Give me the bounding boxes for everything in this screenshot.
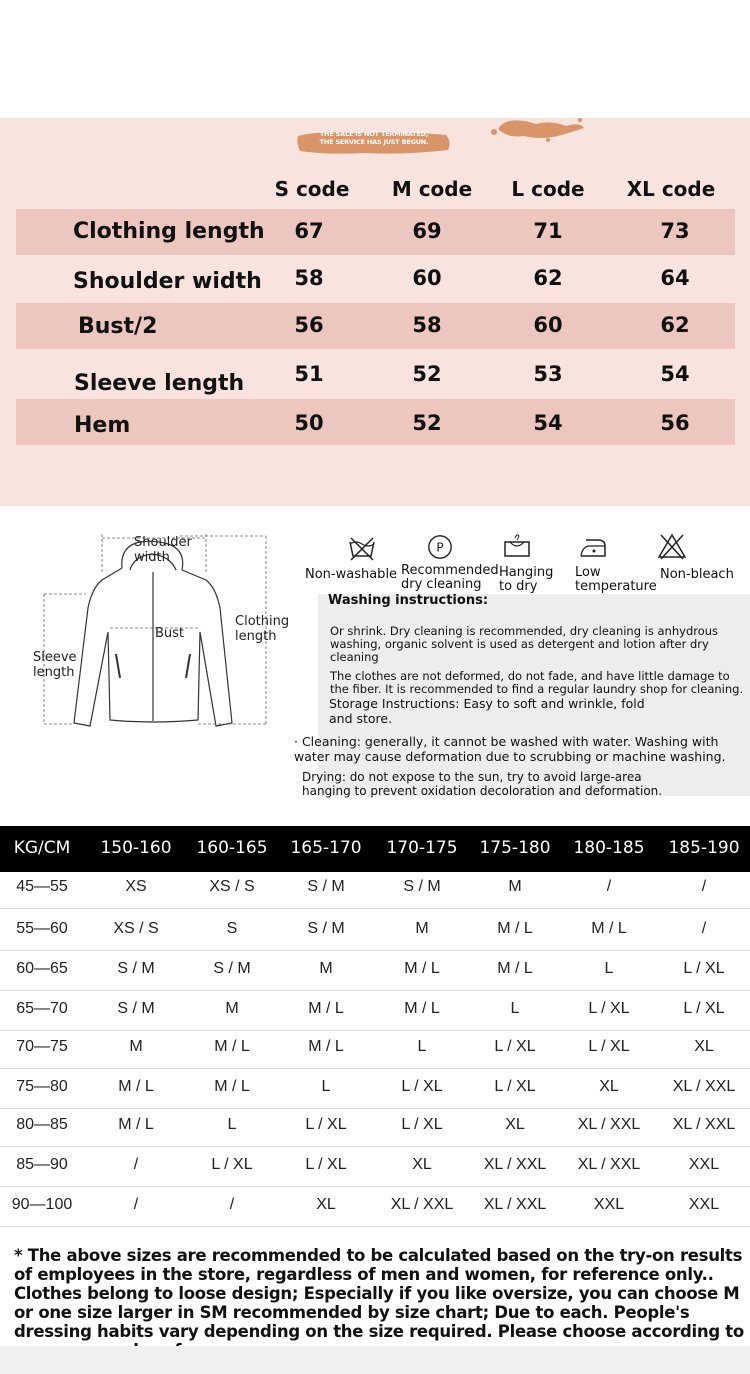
washing-title: Washing instructions: [328, 593, 489, 608]
size-cell: XL / XXL [483, 1156, 547, 1173]
table-header-row [0, 826, 750, 872]
cell: 56 [660, 411, 690, 435]
size-cell: L / XL [588, 1000, 630, 1017]
cell: 71 [533, 219, 563, 243]
cell: 62 [660, 313, 690, 337]
size-cell: L / XL [211, 1156, 253, 1173]
size-cell: M / L [308, 1038, 344, 1055]
size-cell: L / XL [494, 1078, 536, 1095]
size-cell: S / M [117, 960, 155, 977]
size-cell: M / L [497, 920, 533, 937]
header-m-code: M code [391, 177, 473, 201]
weight-range-cell: 60—65 [16, 960, 68, 977]
size-cell: XXL [593, 1196, 625, 1213]
row-label-hem: Hem [74, 413, 131, 438]
weight-range-cell: 70—75 [16, 1038, 68, 1055]
size-cell: M [225, 1000, 239, 1017]
size-cell: M / L [308, 1000, 344, 1017]
cell: 64 [660, 266, 690, 290]
hanging-dry-icon [502, 532, 532, 560]
size-cell: XS / S [209, 878, 255, 895]
cell: 62 [533, 266, 563, 290]
cell: 56 [294, 313, 324, 337]
weight-range-cell: 45—55 [16, 878, 68, 895]
row-label-sleeve-length: Sleeve length [74, 371, 245, 396]
size-cell: M / L [214, 1078, 250, 1095]
cell: 69 [412, 219, 442, 243]
weight-range-cell: 80—85 [16, 1116, 68, 1133]
size-cell: XL / XXL [577, 1116, 641, 1133]
size-cell: L [417, 1038, 427, 1055]
non-bleach-icon [657, 532, 687, 560]
weight-range-cell: 90—100 [11, 1196, 73, 1213]
header-s-code: S code [274, 177, 350, 201]
cell: 60 [412, 266, 442, 290]
size-cell: S / M [307, 920, 345, 937]
cell: 53 [533, 362, 563, 386]
size-cell: L / XL [401, 1116, 443, 1133]
sizing-note: * The above sizes are recommended to be calculated based on the try-on results of employees in the store, regardless of men and women, for reference only.. Clothes belong to loose design; Especially if you like oversize, you can choose M or one size larger in SM recommended by size chart; Due to each. People's dressing habits vary depending on the size required. Please choose according to [14, 1246, 744, 1341]
table-row [0, 1146, 750, 1187]
row-label-shoulder-width: Shoulder width [73, 269, 262, 294]
label-bust: Bust [155, 626, 185, 641]
size-cell: S / M [117, 1000, 155, 1017]
size-cell: M / L [497, 960, 533, 977]
column-header: 160-165 [196, 838, 268, 858]
cell: 58 [412, 313, 442, 337]
label-sleeve-length: Sleeve length [33, 650, 77, 680]
size-cell: XL [599, 1078, 619, 1095]
column-header: 180-185 [573, 838, 645, 858]
size-cell: / [229, 1196, 235, 1213]
cell: 67 [294, 219, 324, 243]
size-cell: L / XL [683, 960, 725, 977]
table-row [0, 1106, 750, 1147]
care-label-hanging-dry: Hanging to dry [499, 565, 554, 594]
garment-care-section [0, 506, 750, 826]
care-label-non-bleach: Non-bleach [660, 567, 734, 582]
size-cell: M [129, 1038, 143, 1055]
cell: 58 [294, 266, 324, 290]
row-label-bust: Bust/2 [78, 314, 158, 339]
svg-text:P: P [436, 540, 444, 555]
size-cell: L / XL [683, 1000, 725, 1017]
size-cell: M [415, 920, 429, 937]
size-cell: / [701, 920, 707, 937]
size-cell: XXL [688, 1196, 720, 1213]
column-header: 175-180 [479, 838, 551, 858]
size-cell: L [510, 1000, 520, 1017]
size-cell: XL [316, 1196, 336, 1213]
size-cell: S / M [403, 878, 441, 895]
row-label-clothing-length: Clothing length [73, 219, 265, 244]
table-row [0, 868, 750, 909]
drying-instructions: Drying: do not expose to the sun, try to avoid large-area hanging to prevent oxidation decoloration and deformation. [302, 770, 663, 798]
size-cell: XS [125, 878, 147, 895]
size-cell: / [606, 878, 612, 895]
header-xl-code: XL code [626, 177, 716, 201]
size-cell: XL / XXL [672, 1116, 736, 1133]
washing-instructions-box [318, 594, 750, 796]
column-header: 165-170 [290, 838, 362, 858]
size-cell: / [133, 1156, 139, 1173]
size-cell: M / L [118, 1116, 154, 1133]
care-label-low-temp-ironing: Low temperature [575, 565, 657, 594]
size-cell: S / M [213, 960, 251, 977]
label-clothing-length: Clothing length [235, 614, 290, 644]
low-temperature-ironing-icon [578, 534, 608, 562]
banner-line-1: THE SALE IS NOT TERMINATED, [319, 130, 429, 138]
washing-paragraph-2: The clothes are not deformed, do not fade, and have little damage to the fiber. It is recommended to find a regular laundry shop for cleaning. [330, 669, 744, 696]
weight-range-cell: 75—80 [16, 1078, 68, 1095]
size-cell: L / XL [494, 1038, 536, 1055]
size-cell: M [319, 960, 333, 977]
size-cell: L [227, 1116, 237, 1133]
storage-instructions: Storage Instructions: Easy to soft and wrinkle, fold and store. [329, 696, 645, 726]
size-cell: XS / S [113, 920, 159, 937]
cell: 73 [660, 219, 690, 243]
size-cell: XL / XXL [672, 1078, 736, 1095]
size-cell: S / M [307, 878, 345, 895]
care-label-dry-cleaning: Recommended dry cleaning [401, 563, 499, 592]
column-header: 150-160 [100, 838, 172, 858]
column-header: KG/CM [13, 838, 71, 858]
cell: 54 [533, 411, 563, 435]
table-row [0, 1028, 750, 1069]
cell: 52 [412, 362, 442, 386]
cell: 52 [412, 411, 442, 435]
header-l-code: L code [511, 177, 585, 201]
dry-cleaning-icon [425, 533, 455, 561]
size-cell: XL [505, 1116, 525, 1133]
size-cell: L / XL [305, 1156, 347, 1173]
size-cell: / [133, 1196, 139, 1213]
size-cell: XXL [688, 1156, 720, 1173]
weight-range-cell: 65—70 [16, 1000, 68, 1017]
size-cell: L / XL [401, 1078, 443, 1095]
size-cell: M / L [591, 920, 627, 937]
table-row [0, 910, 750, 951]
size-cell: S [226, 920, 238, 937]
table-row [0, 950, 750, 991]
cell: 51 [294, 362, 324, 386]
size-cell: L [604, 960, 614, 977]
size-cell: / [701, 878, 707, 895]
paint-splash-icon [488, 118, 588, 142]
size-cell: M / L [118, 1078, 154, 1095]
size-cell: XL / XXL [390, 1196, 454, 1213]
banner-line-2: THE SERVICE HAS JUST BEGUN. [319, 138, 429, 146]
size-cell: XL [694, 1038, 714, 1055]
size-cell: XL / XXL [483, 1196, 547, 1213]
size-cell: L / XL [305, 1116, 347, 1133]
size-cell: L / XL [588, 1038, 630, 1055]
non-washable-icon [347, 534, 377, 562]
size-cell: M / L [214, 1038, 250, 1055]
column-header: 185-190 [668, 838, 740, 858]
size-cell: XL [412, 1156, 432, 1173]
label-shoulder-width: Shoulder width [134, 535, 192, 565]
cell: 54 [660, 362, 690, 386]
size-cell: M / L [404, 960, 440, 977]
size-cell: M / L [404, 1000, 440, 1017]
weight-range-cell: 85—90 [16, 1156, 68, 1173]
cell: 60 [533, 313, 563, 337]
bottom-strip [0, 1346, 750, 1374]
care-label-non-washable: Non-washable [305, 567, 398, 582]
size-cell: M [508, 878, 522, 895]
cleaning-instructions: · Cleaning: generally, it cannot be washed with water. Washing with water may cause deformation due to scrubbing or machine washing. [294, 734, 726, 764]
table-row [0, 1068, 750, 1109]
table-row [0, 1186, 750, 1227]
banner-text [296, 130, 452, 146]
washing-paragraph-1: Or shrink. Dry cleaning is recommended, dry cleaning is anhydrous washing, organic solvent is used as detergent and lotion after dry cleaning [330, 624, 719, 664]
size-chart-section [0, 118, 750, 506]
cell: 50 [294, 411, 324, 435]
column-header: 170-175 [386, 838, 458, 858]
table-row [0, 990, 750, 1031]
weight-range-cell: 55—60 [16, 920, 68, 937]
size-cell: XL / XXL [577, 1156, 641, 1173]
size-cell: L [321, 1078, 331, 1095]
